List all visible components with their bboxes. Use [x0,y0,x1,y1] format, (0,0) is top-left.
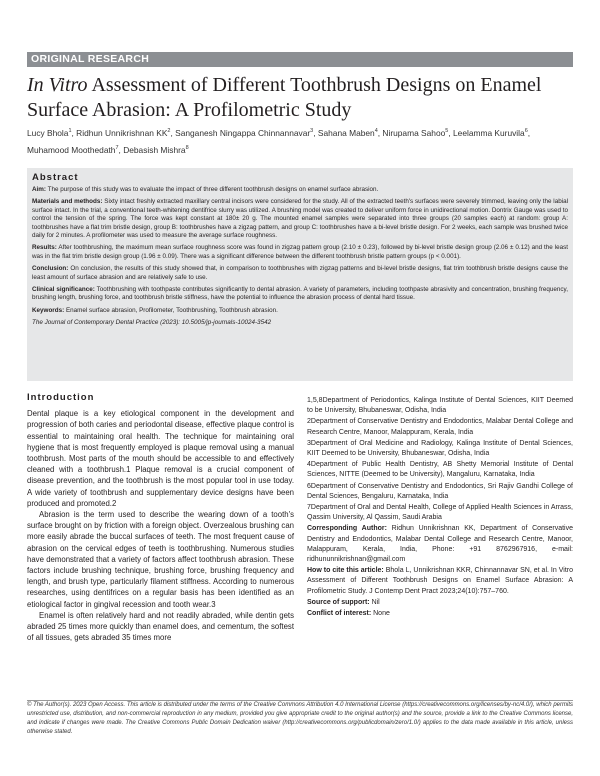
author-name: Ridhun Unnikrishnan KK [76,127,168,138]
author-name: Sanganesh Ningappa Chinnannavar [175,127,311,138]
author-affiliation-marker: 3 [310,128,314,134]
article-type-banner: ORIGINAL RESEARCH [27,52,573,67]
abstract-methods: Materials and methods: Sixty intact freshly extracted maxillary central incisors were considered for the study. All of the extracted teeth's surfaces were severely trimmed, leaving only the labial surface intact. In the trial, a conventional teeth-whitening dentifrice slurry was utilized. A brushing model was created to deliver uniform force in unidirectional motion. Dontrix Gauge was used to control the tension of the spring. The force was kept constant at 180± 20 g. The mounted enamel samples were separated into three groups (20 samples each) at random: group A: toothbrushes have a flat trim bristle design, group B: toothbrushes have a zigzag pattern, and group C: toothbrushes have a bi-level bristle design. For 2 weeks, each sample was brushed twice daily for 2 minutes. A profilometer was used to measure the average surface roughness. [32,198,568,240]
intro-paragraph-1: Dental plaque is a key etiological component in the development and progression of both caries and periodontal disease, effective plaque control is essential to maintaining oral health. The technique for maintaining oral hygiene that is most frequently employed is plaque removal using a manual toothbrush. Most parts of the mouth should be accessible to and effectively cleaned with a toothbrush.1 Plaque removal is a crucial component of disease prevention, and the toothbrush is the most popular tool in use today. A wide variety of toothbrush and supplementary device designs have been produced and promoted.2 [27,409,294,508]
affiliation-item: 3Department of Oral Medicine and Radiology, Kalinga Institute of Dental Sciences, KIIT Deemed to be University, Bhubaneswar, Odisha, India [307,439,573,458]
article-title [27,73,573,123]
journal-citation: The Journal of Contemporary Dental Practice (2023): 10.5005/jp-journals-10024-3542 [32,319,272,327]
abstract-heading: Abstract [32,172,79,183]
corresponding-author: Corresponding Author: Ridhun Unnikrishnan KK, Department of Conservative Dentistry and Endodontics, Malabar Dental College and Research Centre, Manoor, Malappuram, Kerala, India, Phone: +91 8762967916, e-mail: ridhununnikrishnan@gmail.com [307,525,573,564]
author-name: Muhamood Moothedath [27,144,116,155]
affiliation-list [307,396,573,523]
author-affiliation-marker: 6 [524,128,528,134]
affiliation-item: 4Department of Public Health Dentistry, AB Shetty Memorial Institute of Dental Sciences, NITTE (Deemed to be University), Mangaluru, Karnataka, India [307,461,573,479]
source-of-support: Source of support: Nil [307,598,380,606]
affiliation-item: 7Department of Oral and Dental Health, College of Applied Health Sciences in Arrass, Qassim University, Al Qassim, Saudi Arabia [307,504,573,522]
author-name: Nirupama Sahoo [382,127,446,138]
author-affiliation-marker: 1 [68,128,72,134]
author-affiliation-marker: 8 [185,144,189,151]
author-name: Sahana Maben [317,127,375,138]
title-rest: Assessment of Different Toothbrush Designs on Enamel Surface Abrasion: A Profilometric Study [27,74,542,121]
abstract-aim: Aim: The purpose of this study was to evaluate the impact of three different toothbrush designs on enamel surface abrasion. [32,186,379,193]
affiliation-item: 1,5,8Department of Periodontics, Kalinga Institute of Dental Sciences, KIIT Deemed to be University, Bhubaneswar, Odisha, India [307,397,573,415]
title-italic: In Vitro [27,74,88,96]
intro-paragraph-2: Abrasion is the term used to describe the wearing down of a tooth's surface brought on by friction with a foreign object. Overzealous brushing can more easily abrade the buccal surfaces of teeth. The most frequent cause of abrasion on the cervical edges of teeth is toothbrushing. Numerous studies have demonstrated that a variety of factors affect toothbrush abrasion. These factors include brushing technique, brushing force, brushing frequency and length, and brush type, particularly filament stiffness. According to numerous researches, using dentifrices on a regular basis has been identified as an etiological factor in gingival recession and tooth wear.3 [27,510,294,609]
conflict-of-interest: Conflict of interest: None [307,610,390,618]
introduction-heading: Introduction [27,392,95,403]
author-affiliation-marker: 7 [115,144,119,151]
abstract-results: Results: After toothbrushing, the maximum mean surface roughness score was found in zigzag pattern group (2.10 ± 0.23), followed by bi-level bristle design group (2.06 ± 0.12) and the least was in the flat trim bristle design group (1.96 ± 0.09). There was a significant difference between the different toothbrush bristle pattern groups (p < 0.001). [32,244,568,260]
author-list: Lucy Bhola$^1$, Ridhun Unnikrishnan $KK^2$, Sanganesh Ningappa Chinnannavar$^3$, Sahana Maben$^4$, Nirupama Sahoo$^5$, Leelamma Kuruvila$^6$, Muhamood Moothedath$^7$, Debasish Mishra$^8$ [27,127,531,155]
abstract-keywords: Keywords: Enamel surface abrasion, Profilometer, Toothbrushing, Toothbrush abrasion. [32,306,278,314]
abstract-conclusion: Conclusion: On conclusion, the results of this study showed that, in comparison to toothbrushes with zigzag patterns and bi-level bristle designs, flat trim toothbrush bristle designs cause the least amount of surface abrasion and are relatively safe to use. [32,265,568,281]
how-to-cite: How to cite this article: Bhola L, Unnikrishnan KKR, Chinnannavar SN, et al. In Vitro Assessment of Different Toothbrush Designs on Enamel Surface Abrasion: A Profilometric Study. J Contemp Dent Pract 2023;24(10):757–760. [307,567,574,595]
intro-paragraph-3: Enamel is often relatively hard and not readily abraded, while dentin gets abraded 25 times more quickly than enamel does, and cementum, the softest of all tissues, gets abraded 35 times more [27,610,294,643]
author-name: Leelamma Kuruvila [453,127,525,138]
author-affiliation-marker: 4 [374,128,378,134]
affiliation-item: 6Department of Conservative Dentistry and Endodontics, Sri Rajiv Gandhi College of Dental Sciences, Bengaluru, Karnataka, India [307,482,573,500]
abstract-box [27,168,573,381]
author-name: Debasish Mishra [123,144,186,155]
affiliation-item: 2Department of Conservative Dentistry and Endodontics, Malabar Dental College and Research Centre, Manoor, Malappuram, Kerala, India [307,418,573,436]
author-affiliation-marker: 2 [167,128,171,134]
affiliations-column [307,396,573,620]
introduction-column [27,392,294,643]
abstract-clinical-significance: Clinical significance: Toothbrushing with toothpaste contributes significantly to dental abrasion. A variety of parameters, including toothpaste abrasivity and concentration, brushing frequency, brushing length, brushing force, and toothbrush bristle stiffness, have the potential to influence the abrasion process of dental hard tissue. [32,286,568,302]
author-name: Lucy Bhola [27,127,69,138]
author-affiliation-marker: 5 [445,128,449,134]
license-footer: © The Author(s). 2023 Open Access. This article is distributed under the terms of the Creative Commons Attribution 4.0 International License (https://creativecommons.org/licenses/by-nc/4.0/), which permits unrestricted use, distribution, and non-commercial reproduction in any medium, provided you give appropriate credit to the original author(s) and the source, provide a link to the Creative Commons license, and indicate if changes were made. The Creative Commons Public Domain Dedication waiver (http://creativecommons.org/publicdomain/zero/1.0/) applies to the data made available in this article, unless otherwise stated. [27,702,573,735]
